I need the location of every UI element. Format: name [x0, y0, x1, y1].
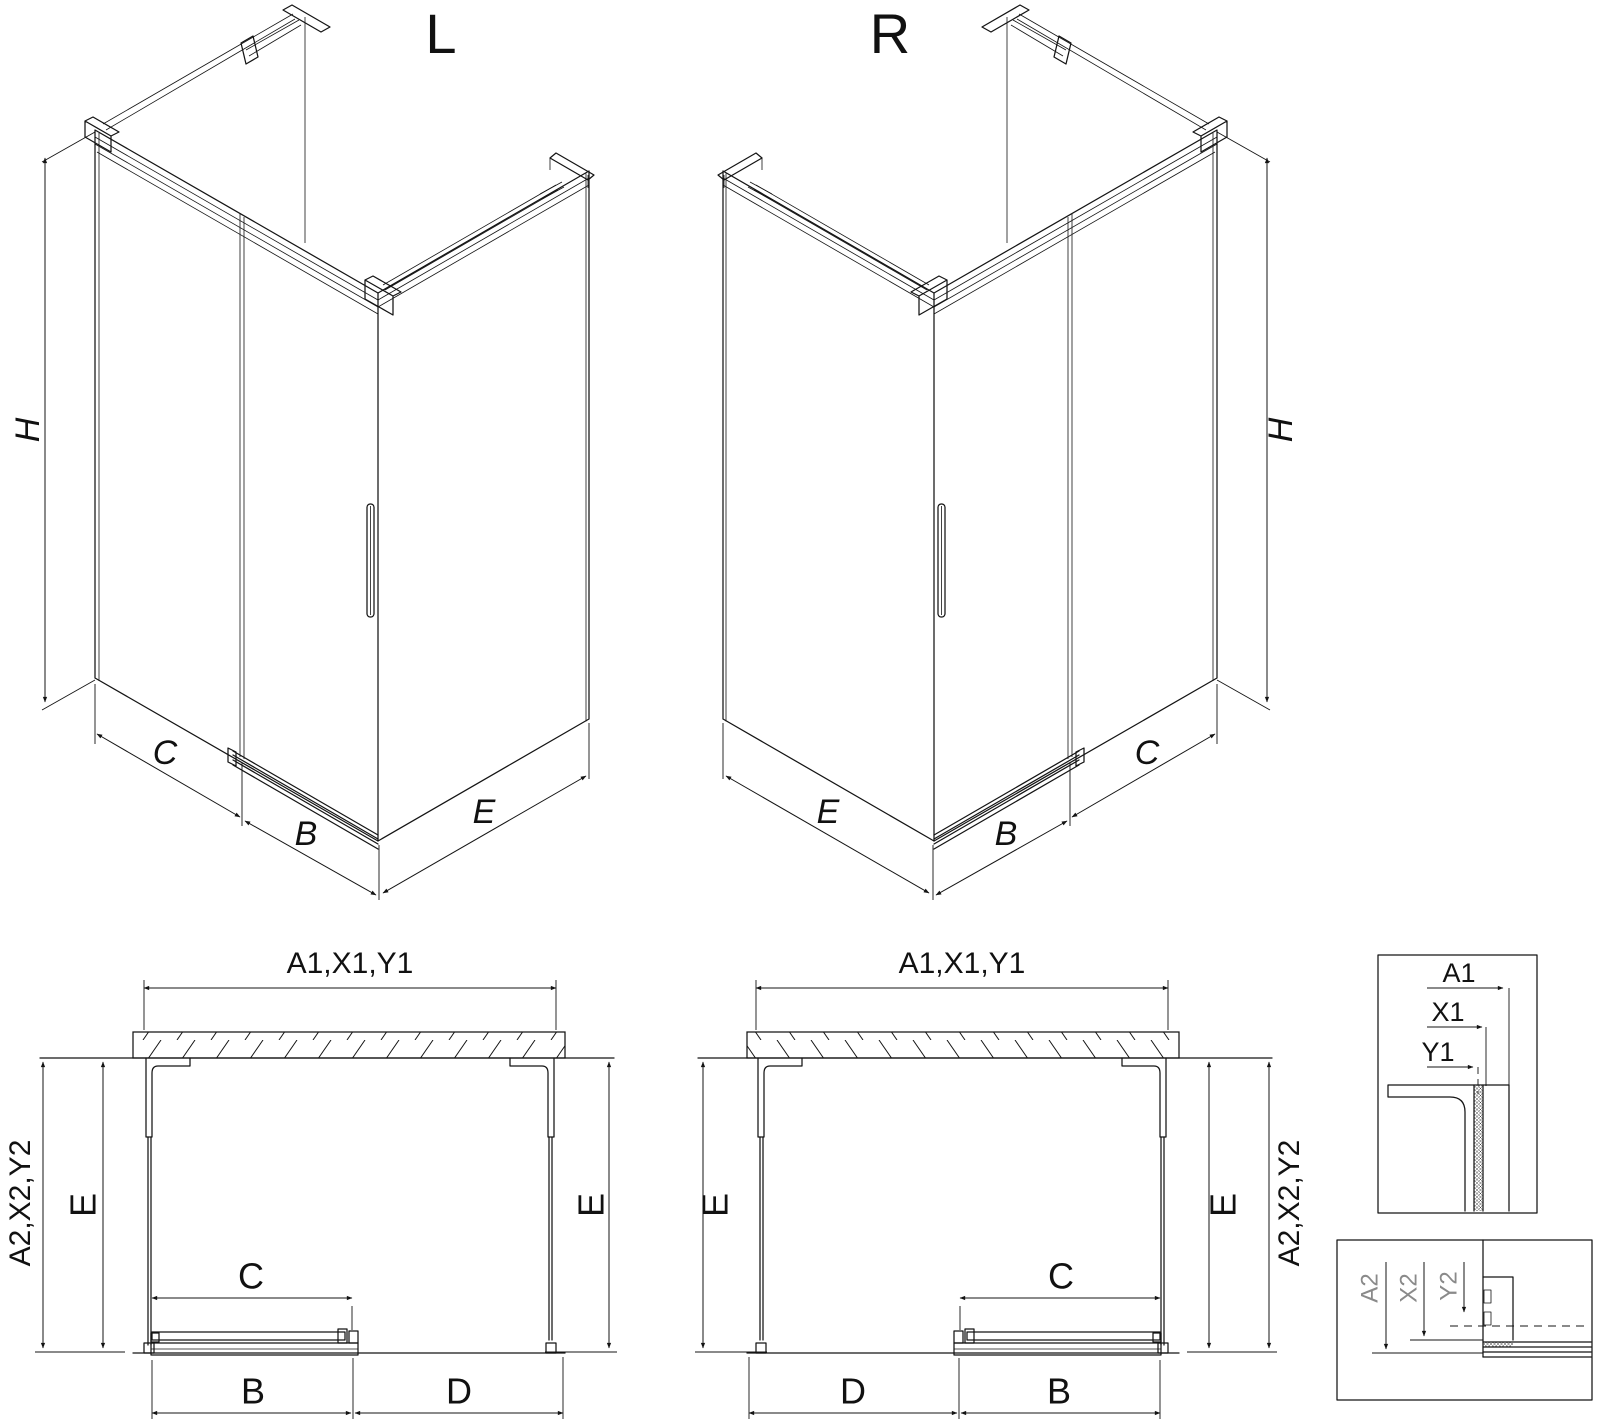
plan-right-width-label: A1,X1,Y1 [898, 946, 1026, 980]
dim-label-h-left: H [8, 417, 47, 443]
plan-left-width-label: A1,X1,Y1 [286, 946, 414, 980]
plan-left-e-left-label: E [62, 1192, 104, 1218]
plan-view-left [4, 947, 617, 1419]
detail-box-bottom [1337, 1240, 1592, 1400]
detail-y1-label: Y1 [1421, 1037, 1455, 1068]
detail-box-top [1378, 955, 1537, 1213]
detail-a2-label: A2 [1356, 1273, 1384, 1303]
plan-left-c-label: C [238, 1255, 264, 1297]
iso-geometry-right [718, 5, 1270, 900]
dim-label-c-left: C [152, 733, 178, 772]
detail-x1-label: X1 [1431, 997, 1465, 1028]
plan-right-d-label: D [840, 1370, 866, 1412]
plan-left-e-right-label: E [570, 1192, 612, 1218]
dim-label-h-right: H [1261, 417, 1300, 443]
plan-right-depth-total-label: A2,X2,Y2 [1272, 1139, 1306, 1267]
iso-view-right [718, 2, 1300, 900]
plan-right-e-right-label: E [1202, 1192, 1244, 1218]
plan-right-e-left-label: E [694, 1192, 736, 1218]
detail-glass-section [1474, 1085, 1483, 1211]
view-title-right: R [869, 1, 911, 65]
plan-left-d-label: D [446, 1370, 472, 1412]
plan-geometry-right [695, 980, 1277, 1419]
view-title-left: L [425, 1, 457, 65]
detail-a1-label: A1 [1442, 958, 1476, 989]
dim-label-e-right: E [816, 792, 840, 831]
plan-left-depth-total-label: A2,X2,Y2 [3, 1139, 37, 1267]
plan-right-b-label: B [1046, 1370, 1072, 1412]
plan-left-b-label: B [240, 1370, 266, 1412]
dim-label-c-right: C [1134, 733, 1160, 772]
dim-label-b-right: B [994, 814, 1018, 853]
plan-right-c-label: C [1048, 1255, 1074, 1297]
detail-bottom-profile-section [1483, 1277, 1591, 1357]
plan-geometry-left [35, 980, 617, 1419]
plan-view-right [695, 947, 1306, 1419]
dim-label-e-left: E [472, 792, 496, 831]
iso-geometry-left [42, 5, 594, 900]
detail-y2-label: Y2 [1435, 1271, 1463, 1301]
iso-view-left [9, 2, 594, 900]
dim-label-b-left: B [294, 814, 318, 853]
detail-x2-label: X2 [1395, 1273, 1423, 1303]
detail-top-profile-section [1388, 1085, 1509, 1211]
